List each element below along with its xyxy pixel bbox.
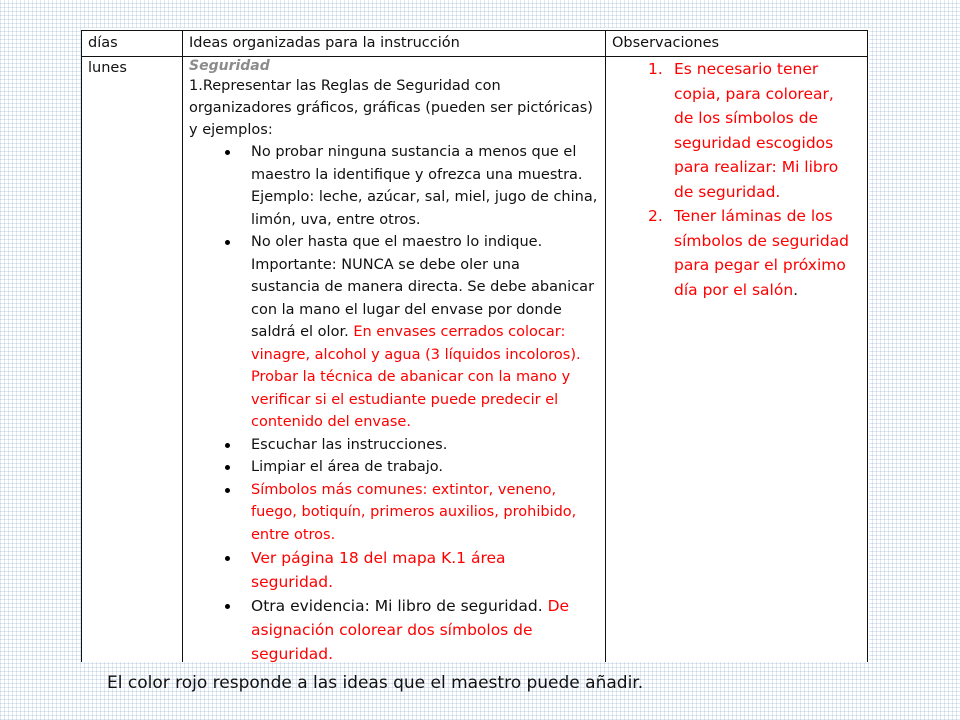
document-page	[81, 28, 869, 662]
bullet-line	[251, 479, 599, 502]
observation-number: 1.	[648, 60, 663, 78]
observation-line: para realizar: Mi libro	[674, 158, 839, 176]
bullet-line	[251, 344, 599, 367]
black-text: Limpiar el área de trabajo.	[251, 459, 444, 475]
intro-line: 1.Representar las Reglas de Seguridad con	[189, 78, 501, 94]
bullet-line	[251, 456, 599, 479]
bullet-list	[189, 141, 599, 662]
black-text: Otra evidencia: Mi libro de seguridad.	[251, 597, 548, 615]
black-text: No oler hasta que el maestro lo indique.	[251, 234, 543, 250]
red-text: entre otros.	[251, 526, 336, 543]
list-item	[189, 434, 599, 457]
bullet-line	[251, 618, 599, 642]
bullet-line	[251, 141, 599, 164]
bullet-line	[251, 524, 599, 547]
bullet-line	[251, 546, 599, 570]
black-text: sustancia de manera directa. Se debe abanicar	[251, 279, 595, 295]
bullet-line	[251, 209, 599, 232]
black-text: limón, uva, entre otros.	[251, 211, 421, 228]
black-text: saldrá el olor.	[251, 324, 354, 340]
bullet-line	[251, 321, 599, 344]
bullet-icon	[225, 556, 230, 561]
day-cell: lunes	[82, 57, 183, 663]
black-text: Ejemplo: leche, azúcar, sal, miel, jugo de china,	[251, 189, 598, 205]
black-text: Escuchar las instrucciones.	[251, 436, 448, 453]
list-item	[189, 594, 599, 662]
red-text: vinagre, alcohol y agua (3 líquidos incoloros).	[251, 346, 581, 363]
red-text: Probar la técnica de abanicar con la mano y	[251, 369, 571, 385]
bullet-line	[251, 411, 599, 434]
bullet-line	[251, 164, 599, 187]
header-ideas: Ideas organizadas para la instrucción	[183, 31, 606, 57]
list-item	[189, 231, 599, 434]
observation-line: seguridad escogidos	[674, 133, 834, 152]
intro-line: organizadores gráficos, gráficas (pueden ser pictóricas)	[189, 100, 593, 116]
observation-line: Es necesario tener	[674, 60, 819, 78]
observation-line: copia, para colorear,	[674, 84, 834, 103]
observation-line: de los símbolos de	[674, 109, 819, 127]
bullet-line	[251, 186, 599, 209]
header-observaciones: Observaciones	[606, 31, 868, 57]
observation-line: Tener láminas de los	[674, 207, 833, 225]
intro-line: y ejemplos:	[189, 122, 273, 138]
red-text: seguridad.	[251, 645, 334, 662]
observations-cell	[606, 57, 868, 663]
observation-number: 2.	[648, 207, 663, 225]
red-text: Ver página 18 del mapa K.1 área	[251, 549, 506, 567]
observation-line: día por el salón.	[674, 280, 799, 299]
red-text: Símbolos más comunes: extintor, veneno,	[251, 481, 557, 498]
list-item	[189, 456, 599, 479]
bullet-icon	[225, 443, 230, 448]
ideas-cell	[183, 57, 606, 663]
table-header-row	[82, 31, 868, 57]
bullet-line	[251, 570, 599, 594]
red-text: contenido del envase.	[251, 414, 411, 430]
section-title: Seguridad	[189, 58, 270, 74]
header-dias: días	[82, 31, 183, 57]
bullet-line	[251, 231, 599, 254]
observation-suffix: .	[793, 280, 799, 299]
bullet-line	[251, 276, 599, 299]
bullet-line	[251, 594, 599, 618]
observation-line: de seguridad.	[674, 182, 781, 201]
intro-text	[189, 75, 599, 141]
bullet-line	[251, 642, 599, 662]
list-item	[189, 141, 599, 231]
bullet-icon	[225, 488, 230, 493]
red-text: verificar si el estudiante puede predecir el	[251, 391, 559, 408]
caption: El color rojo responde a las ideas que el maestro puede añadir.	[107, 673, 644, 693]
bullet-line	[251, 299, 599, 322]
observations-list	[612, 57, 863, 302]
bullet-line	[251, 366, 599, 389]
black-text: Importante: NUNCA se debe oler una	[251, 256, 520, 273]
red-text: fuego, botiquín, primeros auxilios, prohibido,	[251, 504, 577, 520]
black-text: maestro la identifique y ofrezca una muestra.	[251, 166, 583, 183]
red-text: seguridad.	[251, 573, 334, 591]
black-text: No probar ninguna sustancia a menos que el	[251, 144, 577, 160]
bullet-line	[251, 434, 599, 457]
bullet-icon	[225, 150, 230, 155]
bullet-line	[251, 389, 599, 412]
observation-item	[612, 204, 863, 302]
observation-item	[612, 57, 863, 204]
red-text: En envases cerrados colocar:	[353, 324, 566, 340]
red-text: De	[547, 597, 570, 615]
observation-line: símbolos de seguridad	[674, 231, 850, 250]
red-text: asignación colorear dos símbolos de	[251, 621, 533, 639]
black-text: con la mano el lugar del envase por donde	[251, 301, 562, 318]
bullet-icon	[225, 604, 230, 609]
bullet-icon	[225, 465, 230, 470]
bullet-line	[251, 501, 599, 524]
bullet-line	[251, 254, 599, 277]
table-row	[82, 57, 868, 663]
list-item	[189, 479, 599, 547]
lesson-plan-table	[81, 30, 868, 662]
bullet-icon	[225, 240, 230, 245]
observation-line: para pegar el próximo	[674, 256, 846, 274]
list-item	[189, 546, 599, 594]
